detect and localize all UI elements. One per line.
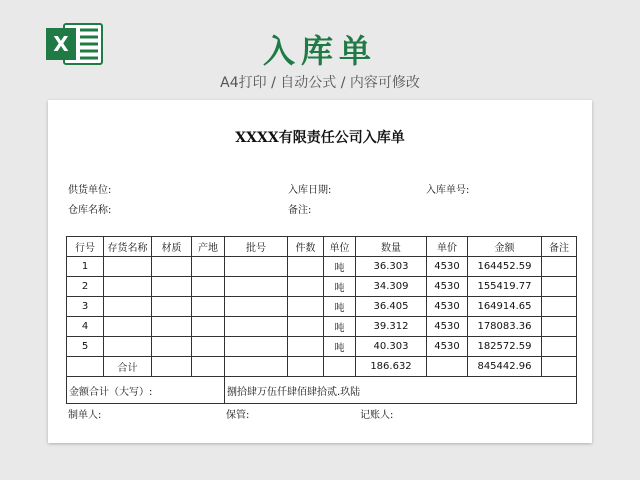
- table-cell[interactable]: 39.312: [356, 317, 427, 337]
- table-cell[interactable]: [288, 337, 324, 357]
- table-row: [67, 317, 577, 337]
- maker-label: 制单人:: [68, 410, 102, 421]
- table-header-row: [67, 237, 577, 257]
- table-cell[interactable]: 3: [67, 297, 104, 317]
- page-title: 入库单: [262, 32, 377, 70]
- table-row: [67, 337, 577, 357]
- table-cell[interactable]: [542, 297, 577, 317]
- table-cell[interactable]: 吨: [324, 277, 356, 297]
- document-sheet: [48, 100, 592, 443]
- table-cell[interactable]: [152, 317, 192, 337]
- header-cell: 件数: [288, 237, 324, 257]
- header-cell: 批号: [225, 237, 288, 257]
- table-cell[interactable]: 2: [67, 277, 104, 297]
- table-cell[interactable]: 吨: [324, 297, 356, 317]
- header-cell: 单位: [324, 237, 356, 257]
- table-row: [67, 277, 577, 297]
- table-cell[interactable]: 155419.77: [468, 277, 542, 297]
- table-cell[interactable]: 吨: [324, 337, 356, 357]
- table-cell[interactable]: 178083.36: [468, 317, 542, 337]
- table-cell[interactable]: [542, 257, 577, 277]
- table-cell[interactable]: [192, 357, 225, 377]
- table-cell[interactable]: 4530: [427, 257, 468, 277]
- table-cell[interactable]: [104, 257, 152, 277]
- table-cell[interactable]: [225, 297, 288, 317]
- table-cell[interactable]: [104, 297, 152, 317]
- table-cell[interactable]: [225, 337, 288, 357]
- table-cell[interactable]: 164452.59: [468, 257, 542, 277]
- table-cell[interactable]: [192, 277, 225, 297]
- table-cell[interactable]: 36.405: [356, 297, 427, 317]
- table-cell[interactable]: [192, 297, 225, 317]
- bookkeeper-label: 记账人:: [360, 410, 394, 421]
- table-cell[interactable]: [225, 257, 288, 277]
- table-cell[interactable]: [225, 357, 288, 377]
- table-cell[interactable]: [104, 277, 152, 297]
- table-cell[interactable]: [104, 317, 152, 337]
- table-cell[interactable]: 4530: [427, 297, 468, 317]
- table-cell[interactable]: [427, 357, 468, 377]
- table-cell[interactable]: [192, 257, 225, 277]
- table-cell[interactable]: 4530: [427, 317, 468, 337]
- table-cell[interactable]: [152, 257, 192, 277]
- table-cell[interactable]: [542, 317, 577, 337]
- table-cell[interactable]: [288, 357, 324, 377]
- table-cell[interactable]: [152, 357, 192, 377]
- order-no-label: 入库单号:: [426, 185, 470, 196]
- remark-label: 备注:: [288, 205, 312, 216]
- table-cell[interactable]: [324, 357, 356, 377]
- amount-words-value[interactable]: 捌拾肆万伍仟肆佰肆拾贰.玖陆: [225, 377, 577, 404]
- header-cell: 备注: [542, 237, 577, 257]
- table-row: [67, 297, 577, 317]
- amount-words-row: [67, 377, 577, 404]
- keeper-label: 保管:: [226, 410, 250, 421]
- table-cell[interactable]: 36.303: [356, 257, 427, 277]
- total-amount[interactable]: 845442.96: [468, 357, 542, 377]
- table-cell[interactable]: [152, 337, 192, 357]
- table-cell[interactable]: [104, 337, 152, 357]
- table-row: [67, 257, 577, 277]
- page-subtitle: A4打印 / 自动公式 / 内容可修改: [220, 75, 420, 91]
- table-cell[interactable]: [542, 337, 577, 357]
- header-cell: 金额: [468, 237, 542, 257]
- header-cell: 单价: [427, 237, 468, 257]
- header-cell: 行号: [67, 237, 104, 257]
- table-cell[interactable]: 吨: [324, 257, 356, 277]
- table-cell[interactable]: [192, 317, 225, 337]
- table-cell[interactable]: 34.309: [356, 277, 427, 297]
- table-cell[interactable]: [152, 297, 192, 317]
- amount-words-label: 金额合计（大写）:: [67, 377, 225, 404]
- document-title: XXXX有限责任公司入库单: [235, 130, 405, 146]
- table-cell[interactable]: [225, 317, 288, 337]
- warehouse-label: 仓库名称:: [68, 205, 112, 216]
- table-cell[interactable]: [288, 317, 324, 337]
- total-row: [67, 357, 577, 377]
- excel-logo-letter: X: [53, 32, 69, 56]
- table-cell[interactable]: 182572.59: [468, 337, 542, 357]
- table-cell[interactable]: 4: [67, 317, 104, 337]
- total-label: 合计: [104, 357, 152, 377]
- table-cell[interactable]: 40.303: [356, 337, 427, 357]
- table-cell[interactable]: 5: [67, 337, 104, 357]
- total-quantity[interactable]: 186.632: [356, 357, 427, 377]
- table-cell[interactable]: 1: [67, 257, 104, 277]
- table-cell[interactable]: [67, 357, 104, 377]
- table-cell[interactable]: [542, 277, 577, 297]
- table-cell[interactable]: 4530: [427, 277, 468, 297]
- table-cell[interactable]: [288, 277, 324, 297]
- table-cell[interactable]: 4530: [427, 337, 468, 357]
- inventory-table: [66, 236, 577, 404]
- header-cell: 存货名称: [104, 237, 152, 257]
- supplier-label: 供货单位:: [68, 185, 112, 196]
- header-cell: 数量: [356, 237, 427, 257]
- table-cell[interactable]: [225, 277, 288, 297]
- header-cell: 产地: [192, 237, 225, 257]
- table-cell[interactable]: [192, 337, 225, 357]
- table-cell[interactable]: [288, 257, 324, 277]
- table-cell[interactable]: [152, 277, 192, 297]
- table-cell[interactable]: [288, 297, 324, 317]
- table-cell[interactable]: [542, 357, 577, 377]
- table-cell[interactable]: 164914.65: [468, 297, 542, 317]
- date-label: 入库日期:: [288, 185, 332, 196]
- table-cell[interactable]: 吨: [324, 317, 356, 337]
- header-cell: 材质: [152, 237, 192, 257]
- banner: [0, 0, 640, 96]
